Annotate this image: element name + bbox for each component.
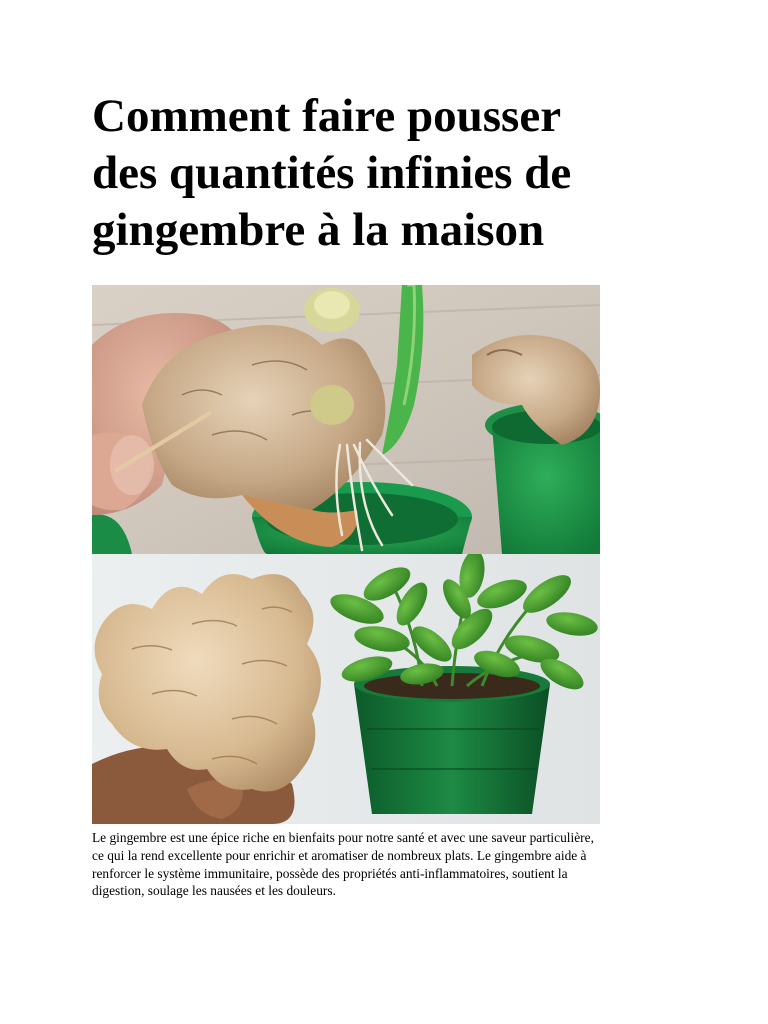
ginger-rhizome-sprouting-photo xyxy=(92,285,600,554)
title-line: Comment faire pousser xyxy=(92,90,562,142)
body-line: digestion, soulage les nausées et les douleurs. xyxy=(92,883,336,899)
article-title xyxy=(92,88,692,259)
body-line: ce qui la rend excellente pour enrichir et aromatiser de nombreux plats. Le gingembre aide à xyxy=(92,847,587,863)
article-body xyxy=(92,829,712,900)
body-line: renforcer le système immunitaire, possède des propriétés anti-inflammatoires, soutient la xyxy=(92,865,568,881)
title-line: des quantités infinies de xyxy=(92,147,572,199)
title-line: gingembre à la maison xyxy=(92,204,545,256)
body-line: Le gingembre est une épice riche en bienfaits pour notre santé et avec une saveur particulière, xyxy=(92,830,594,845)
ginger-root-and-potted-plant-photo xyxy=(92,554,600,824)
